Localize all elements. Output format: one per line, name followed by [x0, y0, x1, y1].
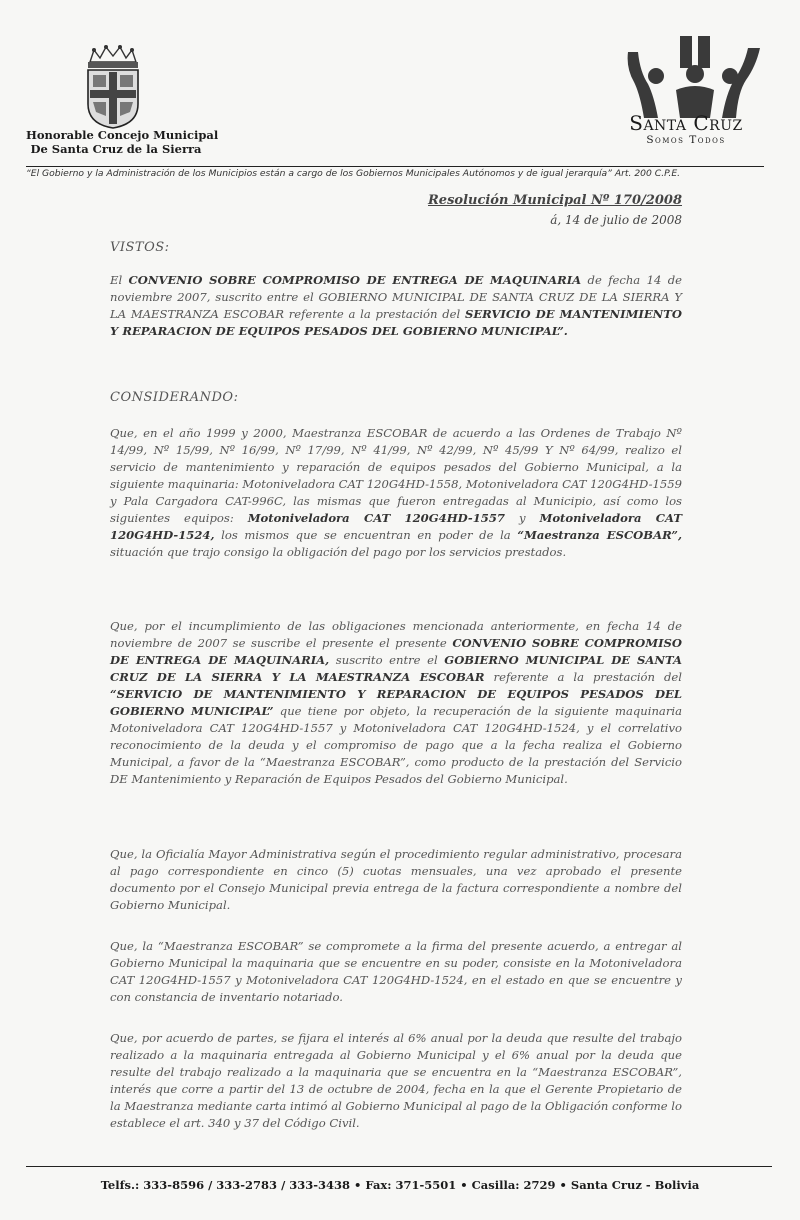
paragraph-considerando-4: Que, la “Maestranza ESCOBAR” se compromete a la firma del presente acuerdo, a entregar al Gobierno Municipal la maquinaria que se encuentre en su poder, consiste en la Motoniveladora CAT 120G4HD-1557 y Motoniveladora CAT 120G4HD-1524, en el estado en que se encuentre y con constancia de inventario notariado.: [110, 939, 682, 1004]
text-run: referente a la prestación del: [484, 670, 682, 684]
header-quote: “El Gobierno y la Administración de los Municipios están a cargo de los Gobiernos Municipales Autónomos y de igual jerarquía” Art. 200 C.P.E.: [26, 168, 681, 179]
bold-run: CONVENIO SOBRE COMPROMISO DE ENTREGA DE MAQUINARIA,: [110, 636, 682, 667]
council-name-line1: Honorable Concejo Municipal: [26, 128, 219, 142]
paragraph-considerando-2: [110, 618, 682, 788]
resolution-date: á, 14 de julio de 2008: [550, 213, 682, 227]
text-run: de fecha 14 de noviembre 2007, suscrito entre el GOBIERNO MUNICIPAL DE SANTA CRUZ DE LA SIERRA Y LA MAESTRANZA ESCOBAR referente a la prestación del: [110, 273, 682, 321]
bold-run: Motoniveladora CAT 120G4HD-1557: [247, 511, 505, 525]
paragraph-considerando-1: [110, 425, 682, 561]
footer-divider: [26, 1166, 772, 1167]
coat-of-arms-icon: [82, 44, 144, 130]
text-run: los mismos que se encuentran en poder de la: [214, 528, 518, 542]
santa-cruz-logo-icon: [614, 34, 770, 120]
text-run: Que, por el incumplimiento de las obligaciones mencionada anteriormente, en fecha 14 de noviembre de 2007 se suscribe el presente el presente: [110, 619, 682, 650]
text-run: Que, en el año 1999 y 2000, Maestranza ESCOBAR de acuerdo a las Ordenes de Trabajo Nº 14/99, Nº 15/99, Nº 16/99, Nº 17/99, Nº 41/99, Nº 42/99, Nº 45/99 Y Nº 64/99, realizo el servicio de mantenimiento y reparación de equipos pesados del Gobierno Municipal, a la siguiente maquinaria: Motoniveladora CAT 120G4HD-1558, Motoniveladora CAT 120G4HD-1559 y Pala Cargadora CAT-996C, las mismas que fueron entregadas al Municipio, así como los siguientes equipos:: [110, 426, 682, 525]
footer-contact: Telfs.: 333-8596 / 333-2783 / 333-3438 • Fax: 371-5501 • Casilla: 2729 • Santa Cruz - Bolivia: [100, 1178, 700, 1192]
bold-run: GOBIERNO MUNICIPAL DE SANTA CRUZ DE LA SIERRA Y LA MAESTRANZA ESCOBAR: [110, 653, 683, 684]
section-considerando: CONSIDERANDO:: [110, 390, 239, 405]
bold-run: “Maestranza ESCOBAR”,: [517, 528, 682, 542]
bold-run: SERVICIO DE MANTENIMIENTO Y REPARACION DE EQUIPOS PESADOS DEL GOBIERNO MUNICIPAL”.: [110, 307, 682, 338]
council-name-line2: De Santa Cruz de la Sierra: [30, 142, 202, 156]
text-run: El: [110, 273, 129, 287]
paragraph-vistos: [110, 272, 682, 340]
resolution-title: Resolución Municipal Nº 170/2008: [428, 193, 682, 208]
bold-run: CONVENIO SOBRE COMPROMISO DE ENTREGA DE MAQUINARIA: [128, 273, 582, 287]
council-name: [26, 128, 219, 156]
paragraph-considerando-3: Que, la Oficialía Mayor Administrativa según el procedimiento regular administrativo, procesara al pago correspondiente en cinco (5) cuotas mensuales, una vez aprobado el presente documento por el Consejo Municipal previa entrega de la factura correspondiente a nombre del Gobierno Municipal.: [110, 847, 682, 912]
text-run: y: [505, 511, 540, 525]
text-run: que tiene por objeto, la recuperación de la siguiente maquinaria Motoniveladora CAT 120G4HD-1557 y Motoniveladora CAT 120G4HD-1524, y el correlativo reconocimiento de la deuda y el compromiso de pago que a la fecha realiza el Gobierno Municipal, a favor de la “Maestranza ESCOBAR”, como producto de la prestación del Servicio DE Mantenimiento y Reparación de Equipos Pesados del Gobierno Municipal.: [110, 704, 682, 786]
logo-main-text: Santa Cruz: [629, 111, 743, 135]
text-run: suscrito entre el: [329, 653, 445, 667]
section-vistos: VISTOS:: [110, 240, 170, 255]
paragraph-considerando-5: Que, por acuerdo de partes, se fijara el interés al 6% anual por la deuda que resulte del trabajo realizado a la maquinaria entregada al Gobierno Municipal y el 6% anual por la deuda que resulte del trabajo realizado a la maquinaria que se encuentra en la “Maestranza ESCOBAR”, interés que corre a partir del 13 de octubre de 2004, fecha en la que el Gerente Propietario de la Maestranza mediante carta intimó al Gobierno Municipal al pago de la Obligación conforme lo establece el art. 340 y 37 del Código Civil.: [110, 1031, 682, 1130]
text-run: situación que trajo consigo la obligación del pago por los servicios prestados.: [110, 545, 567, 559]
bold-run: “SERVICIO DE MANTENIMIENTO Y REPARACION DE EQUIPOS PESADOS DEL GOBIERNO MUNICIPAL”: [110, 687, 682, 718]
bold-run: Motoniveladora CAT 120G4HD-1524,: [110, 511, 682, 542]
logo-sub-text: Somos Todos: [646, 134, 726, 146]
header-divider: [26, 166, 764, 167]
santa-cruz-logo-text: [612, 112, 760, 146]
